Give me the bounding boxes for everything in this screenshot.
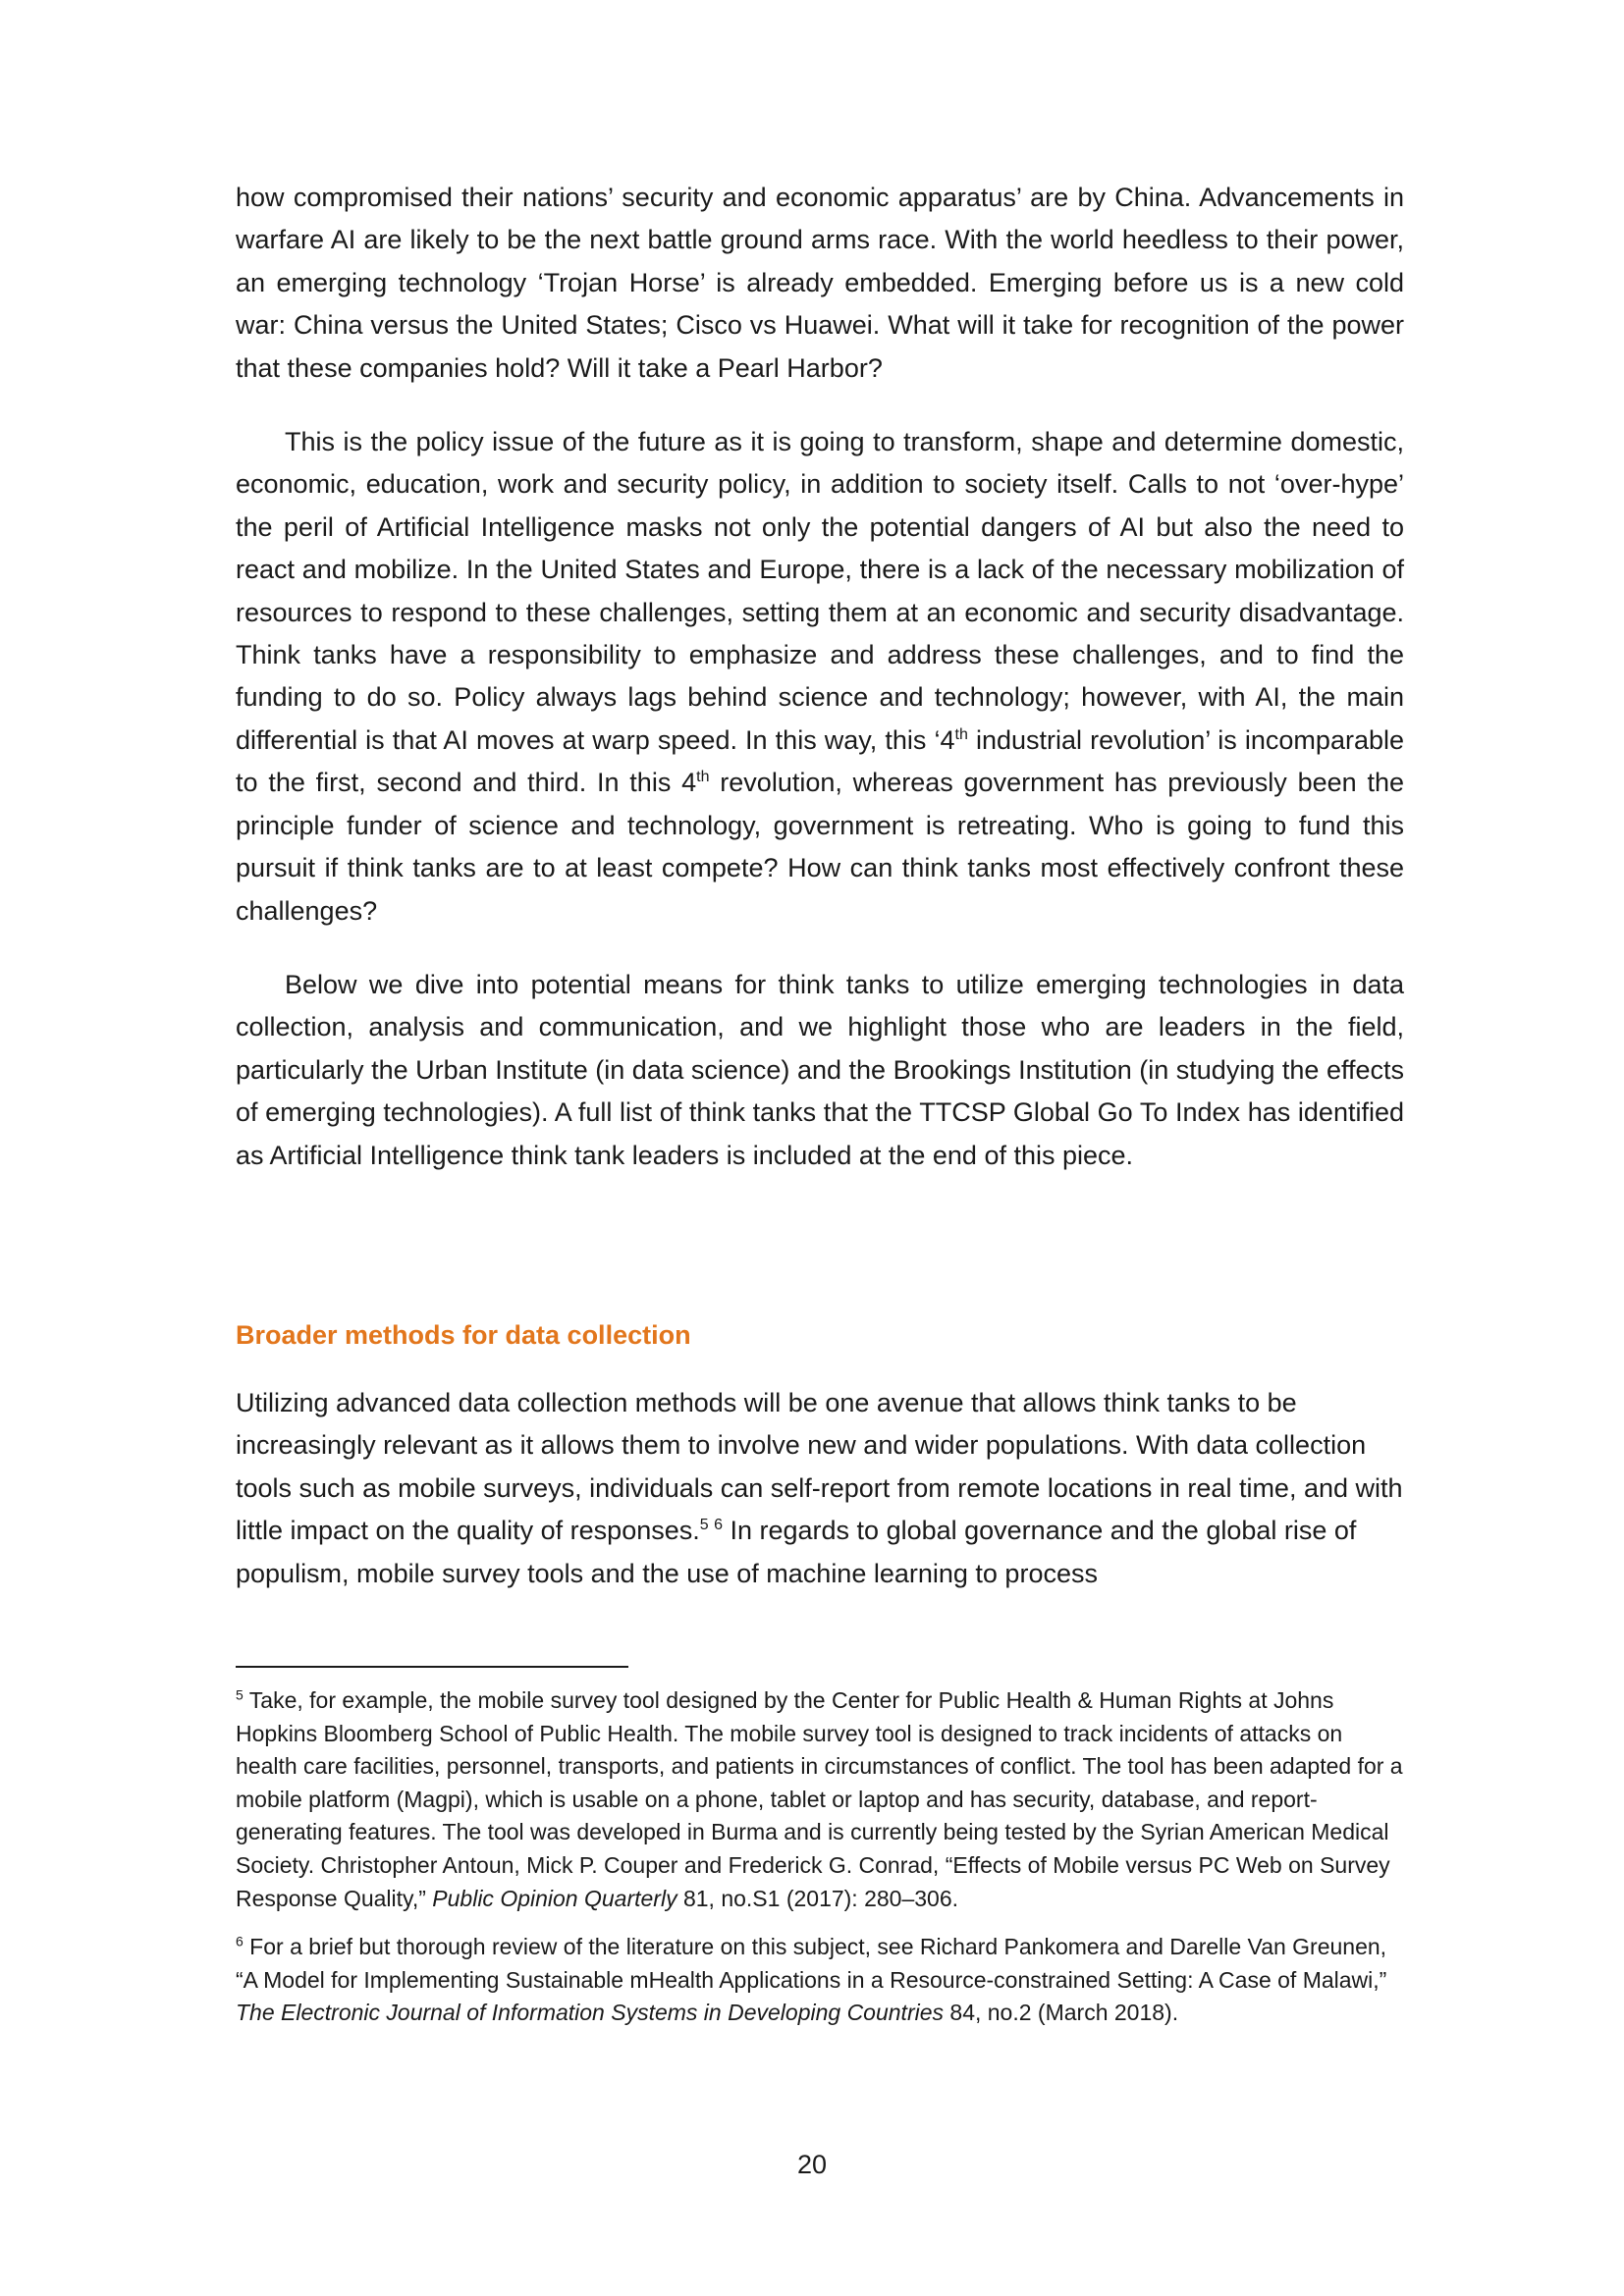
paragraph-2-part-b: industrial revolution’ is incomparable to the first, second and third. In this 4 xyxy=(236,724,1404,798)
page-number: 20 xyxy=(796,2150,828,2179)
paragraph-2-part-c: revolution, whereas government has previously been the principle funder of science and technology, government is retreating. Who is going to fund this pursuit if think tanks are to at least compete? How can think tanks most effectively confront these challenges? xyxy=(236,768,1404,926)
footnote-ref-6[interactable]: 6 xyxy=(714,1517,723,1534)
superscript-th-2: th xyxy=(696,769,710,786)
footnote-5-tail: 81, no.S1 (2017): 280–306. xyxy=(677,1885,959,1911)
paragraph-2-part-a: This is the policy issue of the future as it is going to transform, shape and determine domestic, economic, education, work and security policy, in addition to society itself. Calls to not ‘over-hype’ the peril of Artificial Intelligence masks not only the potential dangers of AI but also the need to react and mobilize. In the United States and Europe, there is a lack of the necessary mobilization of resources to respond to these challenges, setting them at an economic and security disadvantage. Think tanks have a responsibility to emphasize and address these challenges, and to find the funding to do so. Policy always lags behind science and technology; however, with AI, the main differential is that AI moves at warp speed. In this way, this ‘4 xyxy=(236,427,1404,755)
paragraph-1: how compromised their nations’ security and economic apparatus’ are by China. Advancements in warfare AI are likely to be the next battle ground arms race. With the world heedless to their power, an emerging technology ‘Trojan Horse’ is already embedded. Emerging before us is a new cold war: China versus the United States; Cisco vs Huawei. What will it take for recognition of the power that these companies hold? Will it take a Pearl Harbor? xyxy=(236,183,1404,383)
paragraph-3: Below we dive into potential means for think tanks to utilize emerging technologies in data collection, analysis and communication, and we highlight those who are leaders in the field, particularly the Urban Institute (in data science) and the Brookings Institution (in studying the effects of emerging technologies). A full list of think tanks that the TTCSP Global Go To Index has identified as Artificial Intelligence think tank leaders is included at the end of this piece. xyxy=(236,969,1404,1170)
footnote-6-marker: 6 xyxy=(236,1933,244,1949)
footnote-6-tail: 84, no.2 (March 2018). xyxy=(944,2000,1179,2026)
paragraph-4-part-b: In regards to global governance and the global rise of populism, mobile survey tools and the use of machine learning to process xyxy=(236,1516,1357,1588)
footnote-6-journal: The Electronic Journal of Information Systems in Developing Countries xyxy=(236,2000,945,2026)
footnote-5 xyxy=(236,1684,1404,1915)
footnote-ref-5[interactable]: 5 xyxy=(699,1517,709,1534)
paragraph-4 xyxy=(236,1382,1404,1595)
footnote-divider xyxy=(236,1666,628,1668)
footnote-6-text: For a brief but thorough review of the literature on this subject, see Richard Pankomera and Darelle Van Greunen, “A Model for Implementing Sustainable mHealth Applications in a Resource-constrained Setting: A Case of Malawi,” xyxy=(236,1934,1387,1993)
footnote-5-journal: Public Opinion Quarterly xyxy=(432,1885,677,1911)
section-heading: Broader methods for data collection xyxy=(236,1319,691,1350)
footnotes xyxy=(236,1684,1404,2030)
paragraph-2 xyxy=(236,421,1404,933)
paragraph-4-part-a: Utilizing advanced data collection methods will be one avenue that allows think tanks to be increasingly relevant as it allows them to involve new and wider populations. With data collection tools such as mobile surveys, individuals can self-report from remote locations in real time, and with little impact on the quality of responses. xyxy=(236,1387,1403,1546)
page-body xyxy=(236,177,1404,1595)
footnote-5-marker: 5 xyxy=(236,1686,244,1703)
footnote-6 xyxy=(236,1931,1404,2030)
footnote-5-text: Take, for example, the mobile survey tool designed by the Center for Public Health & Human Rights at Johns Hopkins Bloomberg School of Public Health. The mobile survey tool is designed to track incidents of attacks on health care facilities, personnel, transports, and patients in circumstances of conflict. The tool has been adapted for a mobile platform (Magpi), which is usable on a phone, tablet or laptop and has security, database, and report-generating features. The tool was developed in Burma and is currently being tested by the Syrian American Medical Society. Christopher Antoun, Mick P. Couper and Frederick G. Conrad, “Effects of Mobile versus PC Web on Survey Response Quality,” xyxy=(236,1687,1403,1911)
superscript-th-1: th xyxy=(954,725,968,743)
